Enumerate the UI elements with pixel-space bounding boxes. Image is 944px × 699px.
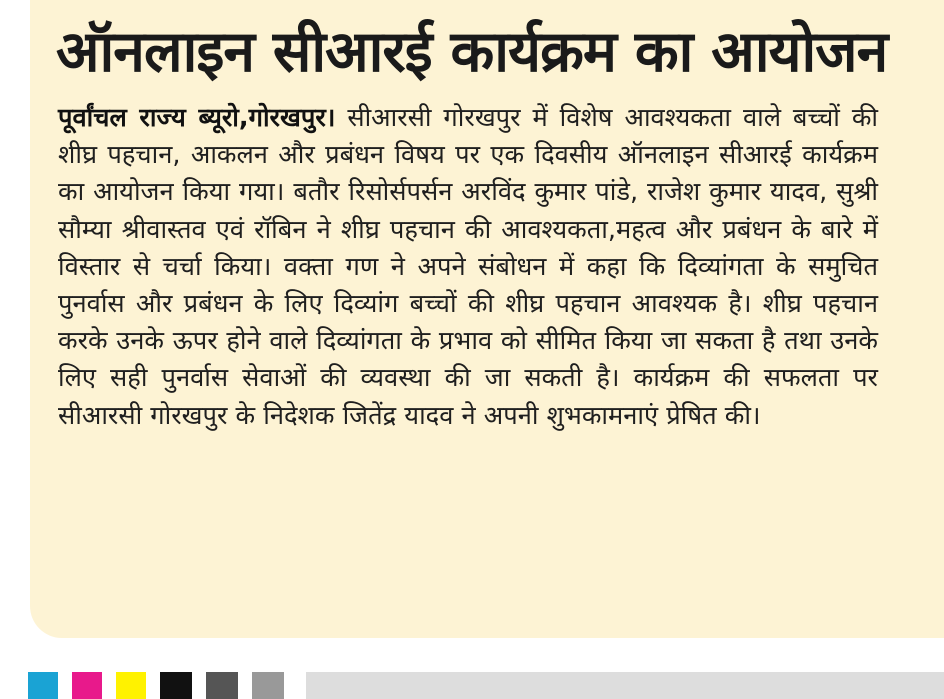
color-swatch-dark-gray — [206, 672, 238, 699]
color-swatch-magenta — [72, 672, 102, 699]
color-swatch-cyan — [28, 672, 58, 699]
byline: पूर्वांचल राज्य ब्यूरो,गोरखपुर। — [58, 103, 336, 133]
color-swatch-yellow — [116, 672, 146, 699]
color-swatch-black — [160, 672, 192, 699]
color-strip-light-gray — [306, 672, 944, 699]
headline: ऑनलाइन सीआरई कार्यक्रम का आयोजन — [56, 19, 888, 85]
article-body — [58, 100, 878, 435]
color-swatch-gray — [252, 672, 284, 699]
article-text: सीआरसी गोरखपुर में विशेष आवश्यकता वाले बच्चों की शीघ्र पहचान, आकलन और प्रबंधन विषय पर एक दिवसीय ऑनलाइन सीआरई कार्यक्रम का आयोजन किया गया। बतौर रिसोर्सपर्सन अरविंद कुमार पांडे, राजेश कुमार यादव, सुश्री सौम्या श्रीवास्तव एवं रॉबिन ने शीघ्र पहचान की आवश्यकता,महत्व और प्रबंधन के बारे में विस्तार से चर्चा किया। वक्ता गण ने अपने संबोधन में कहा कि दिव्यांगता के समुचित पुनर्वास और प्रबंधन के लिए दिव्यांग बच्चों की शीघ्र पहचान आवश्यक है। शीघ्र पहचान करके उनके ऊपर होने वाले दिव्यांगता के प्रभाव को सीमित किया जा सकता है तथा उनके लिए सही पुनर्वास सेवाओं की व्यवस्था की जा सकती है। कार्यक्रम की सफलता पर सीआरसी गोरखपुर के निदेशक जितेंद्र यादव ने अपनी शुभकामनाएं प्रेषित की। — [58, 103, 879, 431]
